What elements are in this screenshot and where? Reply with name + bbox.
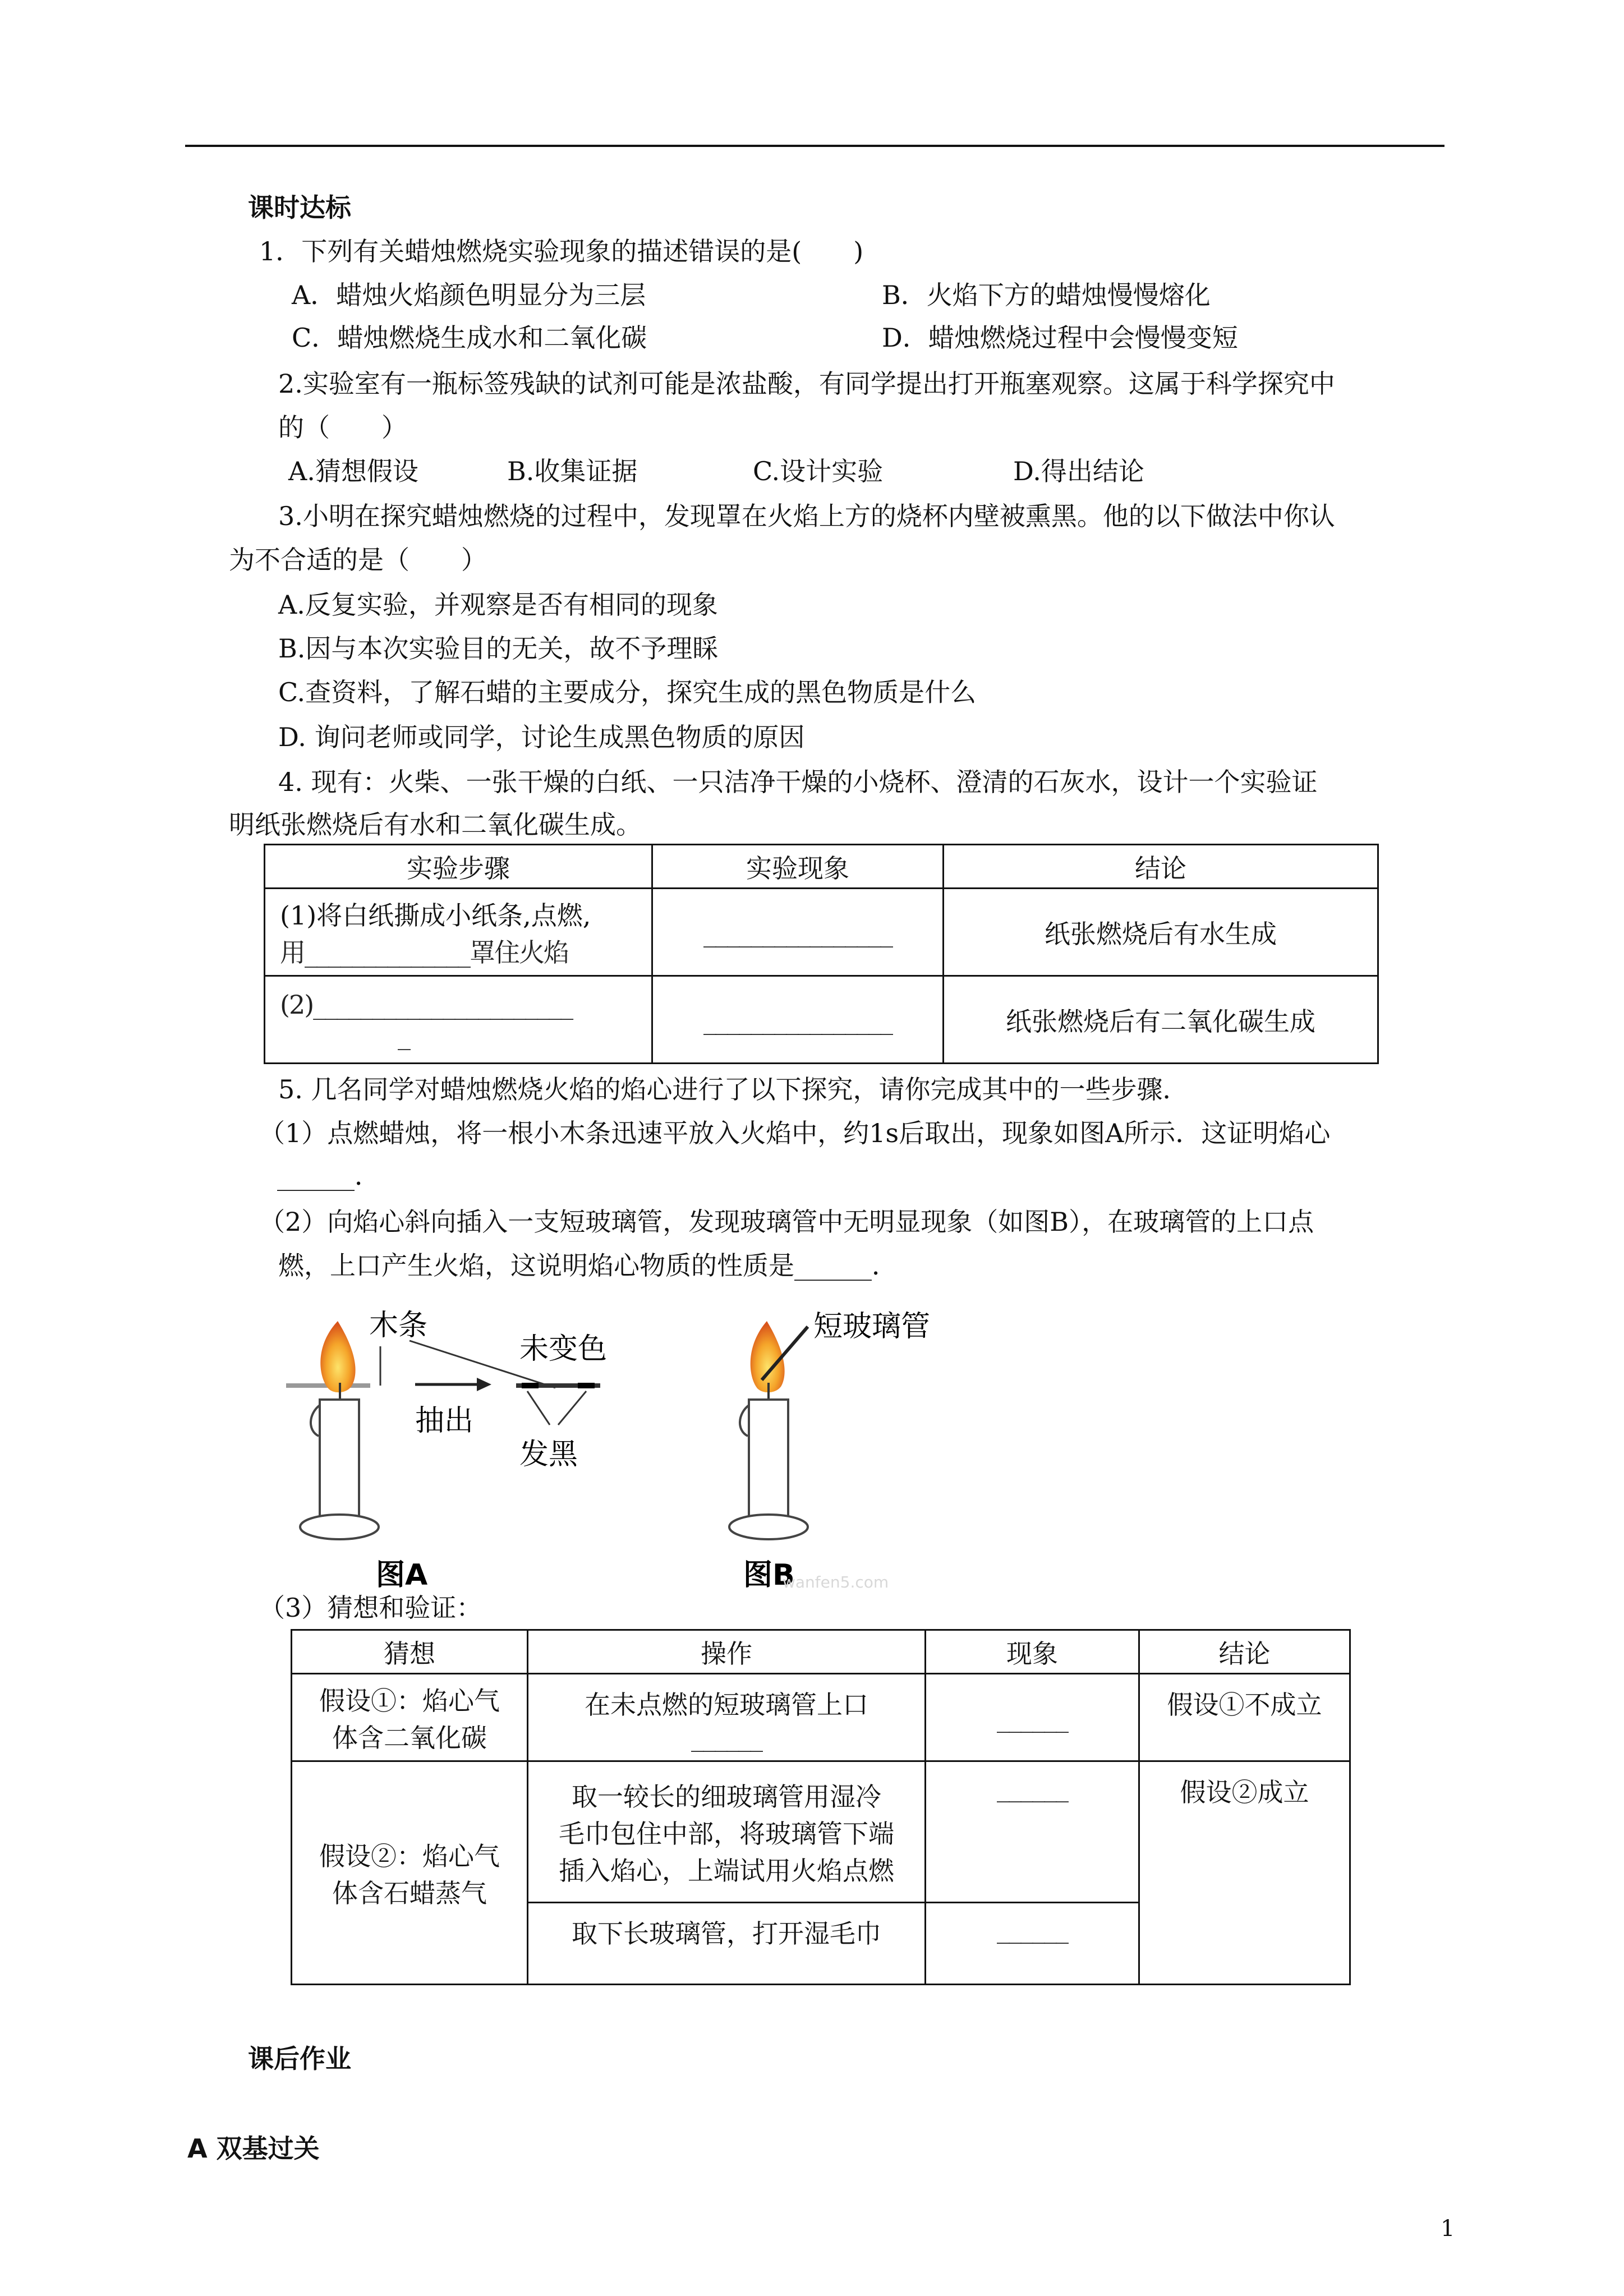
label-pull-out: 抽出 [415, 1404, 474, 1438]
q1-option-a: A．蜡烛火焰颜色明显分为三层 [292, 280, 646, 310]
candle-body-b [749, 1400, 788, 1520]
q5-hypothesis-table [291, 1629, 1351, 1985]
q3-line1: 3.小明在探究蜡烛燃烧的过程中，发现罩在火焰上方的烧杯内壁被熏黑。他的以下做法中你认 [278, 501, 1335, 531]
section-title-homework: 课后作业 [248, 2044, 351, 2074]
section-title-basics: A 双基过关 [187, 2133, 320, 2164]
q5-operation-3: 取下长玻璃管，打开湿毛巾 [528, 1903, 926, 1985]
q5-operation-1-blank: ______ [691, 1722, 762, 1752]
candle-figures [275, 1296, 970, 1610]
q5-hypothesis-1-line-a: 假设①：焰心气 [319, 1685, 500, 1716]
watermark: wanfen5.com [783, 1573, 889, 1591]
q5-part2-line2: 燃，上口产生火焰，这说明焰心物质的性质是______． [278, 1250, 898, 1281]
label-leader-black-left [527, 1391, 550, 1425]
table-row [292, 1674, 1350, 1761]
q4-header-steps: 实验步骤 [265, 845, 652, 889]
q5-conclusion-1: 假设①不成立 [1139, 1674, 1350, 1761]
q2-option-d: D.得出结论 [1013, 456, 1144, 486]
label-unchanged: 未变色 [519, 1332, 608, 1366]
q5-hypothesis-2-line-a: 假设②：焰心气 [319, 1841, 500, 1871]
q5-conclusion-2: 假设②成立 [1139, 1761, 1350, 1985]
q2-line2: 的（ ） [278, 412, 407, 443]
candle-holder-b [729, 1515, 808, 1539]
figure-a-caption: 图A [376, 1558, 428, 1592]
q4-row1-step-line-b: 用______________罩住火焰 [280, 937, 568, 968]
q2-option-b: B.收集证据 [507, 456, 638, 486]
candle-flame-icon [320, 1321, 355, 1392]
figure-b [729, 1321, 808, 1539]
candle-holder [300, 1515, 379, 1539]
q5-header-phenomenon: 现象 [926, 1630, 1139, 1674]
table-row [265, 889, 1378, 976]
candle-drip [311, 1405, 320, 1436]
header-rule [185, 145, 1444, 147]
table-row [265, 976, 1378, 1064]
q3-option-a: A.反复实验，并观察是否有相同的现象 [278, 590, 718, 620]
candle-body [320, 1400, 359, 1520]
label-wood-stick: 木条 [369, 1309, 428, 1342]
q3-option-d: D. 询问老师或同学，讨论生成黑色物质的原因 [278, 722, 805, 752]
q5-hypothesis-2 [292, 1761, 528, 1985]
q5-operation-1-line-a: 在未点燃的短玻璃管上口 [585, 1690, 868, 1720]
q5-operation-2-line-a: 取一较长的细玻璃管用湿冷 [572, 1781, 881, 1812]
q1-option-c: C．蜡烛燃烧生成水和二氧化碳 [292, 323, 647, 353]
q3-option-c: C.查资料，了解石蜡的主要成分，探究生成的黑色物质是什么 [278, 677, 977, 707]
label-short-tube: 短玻璃管 [813, 1310, 931, 1343]
q4-experiment-table [264, 844, 1379, 1064]
q1-option-d: D．蜡烛燃烧过程中会慢慢变短 [882, 323, 1238, 353]
q4-row1-conclusion: 纸张燃烧后有水生成 [944, 889, 1378, 976]
arrow-right-icon [477, 1378, 491, 1391]
q5-hypothesis-1-line-b: 体含二氧化碳 [332, 1722, 487, 1753]
section-title-lesson-goals: 课时达标 [248, 192, 351, 223]
q5-phenomenon-1-blank: ______ [926, 1674, 1139, 1761]
q5-hypothesis-2-line-b: 体含石蜡蒸气 [332, 1878, 487, 1908]
q4-line2: 明纸张燃烧后有水和二氧化碳生成。 [229, 809, 642, 840]
q2-option-a: A.猜想假设 [288, 456, 418, 486]
q5-operation-2-line-b: 毛巾包住中部，将玻璃管下端 [559, 1818, 894, 1849]
q3-line2: 为不合适的是（ ） [229, 545, 487, 575]
q5-phenomenon-3-blank: ______ [926, 1903, 1139, 1985]
q2-line1: 2.实验室有一瓶标签残缺的试剂可能是浓盐酸，有同学提出打开瓶塞观察。这属于科学探究中 [278, 369, 1335, 399]
q4-row2-step-line-a: (2)______________________ [280, 989, 573, 1020]
q4-row1-step-line-a: (1)将白纸撕成小纸条,点燃, [280, 900, 591, 931]
q4-row1-step [265, 889, 652, 976]
table-row [292, 1761, 1350, 1903]
q5-header-guess: 猜想 [292, 1630, 528, 1674]
candle-drip-b [740, 1405, 749, 1436]
q4-row2-phenomenon-blank: ________________ [652, 976, 944, 1064]
q5-part3: （3）猜想和验证： [259, 1593, 482, 1623]
q5-operation-2-line-c: 插入焰心，上端试用火焰点燃 [559, 1855, 894, 1886]
q5-part1-line1: （1）点燃蜡烛，将一根小木条迅速平放入火焰中，约1s后取出，现象如图A所示．这证明焰心 [259, 1118, 1331, 1148]
q5-part2-line1: （2）向焰心斜向插入一支短玻璃管，发现玻璃管中无明显现象（如图B），在玻璃管的上口点 [259, 1207, 1314, 1237]
q4-header-conclusion: 结论 [944, 845, 1378, 889]
q4-row2-step-line-b: _ [398, 1019, 410, 1050]
q3-option-b: B.因与本次实验目的无关，故不予理睬 [278, 633, 719, 664]
q5-stem: 5. 几名同学对蜡烛燃烧火焰的焰心进行了以下探究，请你完成其中的一些步骤． [278, 1074, 1189, 1105]
q2-option-c: C.设计实验 [753, 456, 884, 486]
figure-b-caption: 图B [743, 1558, 795, 1592]
label-blackened: 发黑 [519, 1438, 578, 1471]
q4-line1: 4. 现有：火柴、一张干燥的白纸、一只洁净干燥的小烧杯、澄清的石灰水，设计一个实验证 [278, 767, 1318, 797]
q5-part1-line2: ______． [277, 1161, 380, 1191]
label-leader-black-right [558, 1391, 586, 1425]
q5-header-operation: 操作 [528, 1630, 926, 1674]
q5-phenomenon-2-blank: ______ [926, 1761, 1139, 1903]
q4-row2-step [265, 976, 652, 1064]
q4-header-phenomenon: 实验现象 [652, 845, 944, 889]
q5-header-conclusion: 结论 [1139, 1630, 1350, 1674]
candle-flame-icon-b [751, 1321, 785, 1392]
q5-operation-1 [528, 1674, 926, 1761]
q5-operation-2 [528, 1761, 926, 1903]
q1-stem: 1．下列有关蜡烛燃烧实验现象的描述错误的是( ) [259, 236, 864, 266]
q1-option-b: B．火焰下方的蜡烛慢慢熔化 [882, 280, 1211, 310]
q4-row2-conclusion: 纸张燃烧后有二氧化碳生成 [944, 976, 1378, 1064]
page-number: 1 [1441, 2216, 1455, 2242]
q5-hypothesis-1 [292, 1674, 528, 1761]
q4-row1-phenomenon-blank: ________________ [652, 889, 944, 976]
